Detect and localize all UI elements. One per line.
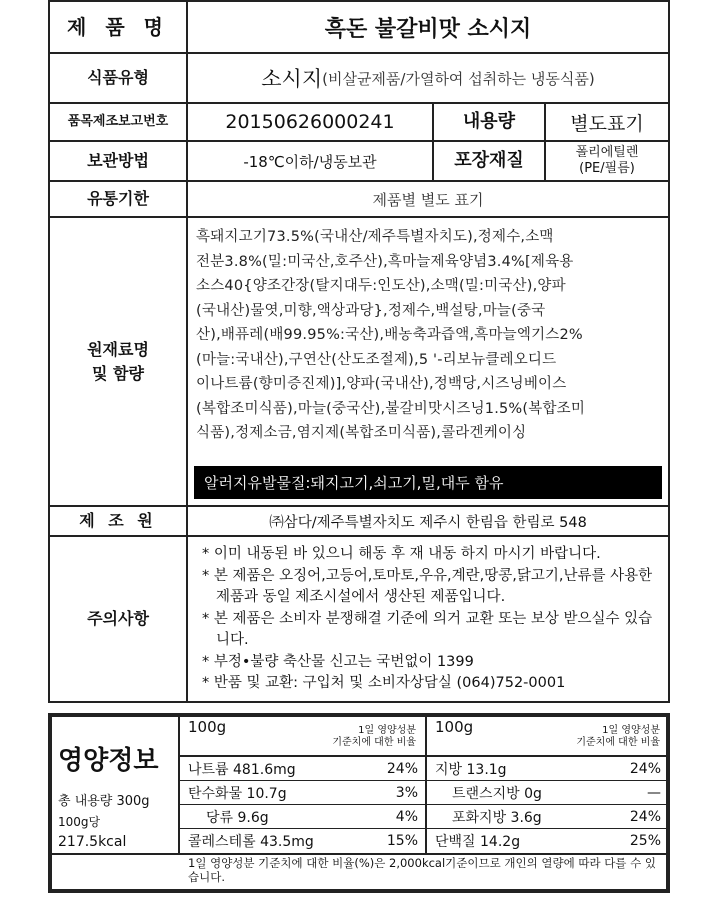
dv-header-line1: 1일 영양성분 — [358, 725, 416, 736]
expiry-label: 유통기한 — [87, 189, 149, 209]
packaging-value — [546, 142, 668, 180]
ingredients-label — [50, 218, 186, 505]
caution-item: * 본 제품은 오징어,고등어,토마토,우유,계란,땅콩,닭고기,난류를 사용한 제품과 동일 제조시설에서 생산된 제품입니다. — [202, 567, 653, 605]
ingredients-line: 식품),정제소금,염지제(복합조미식품),콜라겐케이싱 — [196, 425, 527, 441]
ingredients-line: (복합조미식품),마늘(중국산),불갈비맛시즈닝1.5%(복합조미 — [196, 400, 586, 417]
packaging-label: 포장재질 — [454, 149, 524, 171]
nutrient-row — [188, 829, 418, 853]
nutrient-pct: 4% — [395, 808, 418, 825]
nutrition-per: 100g당 — [58, 815, 101, 829]
dv-header-line1: 1일 영양성분 — [602, 725, 660, 736]
ingredients-text — [196, 225, 666, 446]
caution-item: * 반품 및 교환: 구입처 및 소비자상담실 (064)752-0001 — [202, 675, 566, 691]
food-type-main: 소시지 — [261, 67, 323, 91]
nutrient-pct: 15% — [386, 833, 418, 849]
report-no: 20150626000241 — [225, 111, 395, 133]
ingredients-line: (마늘:국내산),구연산(산도조절제),5 '-리보뉴클레오디드 — [196, 351, 557, 368]
nutrition-footnote: 1일 영양성분 기준치에 대한 비율(%)은 2,000kcal기준이므로 개인의 열량에 따라 다를 수 있습니다. — [188, 856, 656, 884]
nutrient-name: 트랜스지방 0g — [452, 785, 542, 802]
caution-item: * 본 제품은 소비자 분쟁해결 기준에 의거 교환 또는 보상 받으실수 있습니다. — [202, 610, 653, 648]
nutrition-left-header: 100g — [188, 718, 227, 736]
nutrient-row — [452, 781, 661, 804]
caution-label: 주의사항 — [87, 609, 149, 629]
nutrition-right-dv-header — [530, 725, 660, 749]
nutrient-pct: 24% — [629, 808, 661, 825]
nutrient-row — [435, 757, 661, 780]
nutrient-pct: — — [647, 784, 661, 801]
food-type-sub: (비살균제품/가열하여 섭취하는 냉동식품) — [322, 69, 595, 88]
nutrient-row — [435, 829, 661, 853]
storage-value: -18℃이하/냉동보관 — [243, 152, 377, 171]
caution-item: * 이미 내동된 바 있으니 해동 후 재 내동 하지 마시기 바랍니다. — [202, 546, 601, 562]
nutrition-left-dv-header — [290, 725, 416, 749]
nutrient-pct: 3% — [395, 784, 418, 801]
food-type — [188, 54, 668, 102]
caution-list — [200, 544, 664, 695]
storage-label: 보관방법 — [87, 151, 149, 171]
packaging-value-line2: (PE/필름) — [579, 161, 635, 176]
nutrient-name: 지방 13.1g — [435, 761, 507, 778]
nutrition-kcal: 217.5kcal — [58, 834, 127, 850]
volume-value: 별도표기 — [570, 112, 644, 135]
nutrient-row — [452, 805, 661, 828]
nutrient-pct: 25% — [629, 833, 661, 849]
ingredients-line: 흑돼지고기73.5%(국내산/제주특별자치도),정제수,소맥 — [196, 229, 554, 245]
product-name-label: 제 품 명 — [67, 14, 169, 39]
nutrient-name: 콜레스테롤 43.5mg — [188, 834, 314, 850]
ingredients-label-line2: 및 함량 — [92, 363, 144, 383]
nutrient-name: 나트륨 481.6mg — [188, 761, 296, 778]
report-no-label: 품목제조보고번호 — [67, 113, 169, 129]
volume-label: 내용량 — [462, 110, 516, 132]
ingredients-line: 산),배퓨레(배99.95%:국산),배농축과즙액,흑마늘엑기스2% — [196, 327, 583, 343]
ingredients-line: 이나트륨(향미증진제)],양파(국내산),정백당,시즈닝베이스 — [196, 376, 567, 392]
nutrition-total: 총 내용량 300g — [58, 794, 150, 809]
product-name: 흑돈 불갈비맛 소시지 — [324, 16, 532, 42]
nutrient-name: 당류 9.6g — [206, 809, 269, 826]
nutrition-title: 영양정보 — [58, 746, 159, 776]
dv-header-line2: 기준치에 대한 비율 — [576, 737, 660, 748]
nutrient-pct: 24% — [386, 760, 418, 777]
manufacturer-label: 제 조 원 — [79, 511, 157, 531]
nutrient-name: 탄수화물 10.7g — [188, 785, 287, 802]
nutrient-row — [206, 805, 418, 828]
nutrient-row — [188, 757, 418, 780]
nutrient-name: 포화지방 3.6g — [452, 809, 542, 826]
manufacturer-value: ㈜삼다/제주특별자치도 제주시 한림읍 한림로 548 — [269, 514, 587, 531]
allergen-box: 알러지유발물질:돼지고기,쇠고기,밀,대두 함유 — [194, 466, 662, 499]
ingredients-label-line1: 원재료명 — [87, 340, 149, 360]
ingredients-line: 소스40{양조간장(탈지대두:인도산),소맥(밀:미국산),양파 — [196, 278, 566, 294]
dv-header-line2: 기준치에 대한 비율 — [332, 737, 416, 748]
nutrition-right-header: 100g — [435, 718, 474, 736]
expiry-value: 제품별 별도 표기 — [372, 190, 484, 209]
ingredients-line: (국내산)물엿,미향,액상과당},정제수,백설탕,마늘(중국 — [196, 302, 546, 319]
nutrient-row — [188, 781, 418, 804]
food-type-label: 식품유형 — [87, 68, 149, 88]
ingredients-line: 전분3.8%(밀:미국산,호주산),흑마늘제육양념3.4%[제육용 — [196, 253, 574, 270]
caution-item: * 부정•불량 축산물 신고는 국번없이 1399 — [202, 653, 474, 670]
nutrient-pct: 24% — [629, 760, 661, 777]
nutrient-name: 단백질 14.2g — [435, 834, 521, 850]
packaging-value-line1: 폴리에틸렌 — [575, 145, 639, 160]
